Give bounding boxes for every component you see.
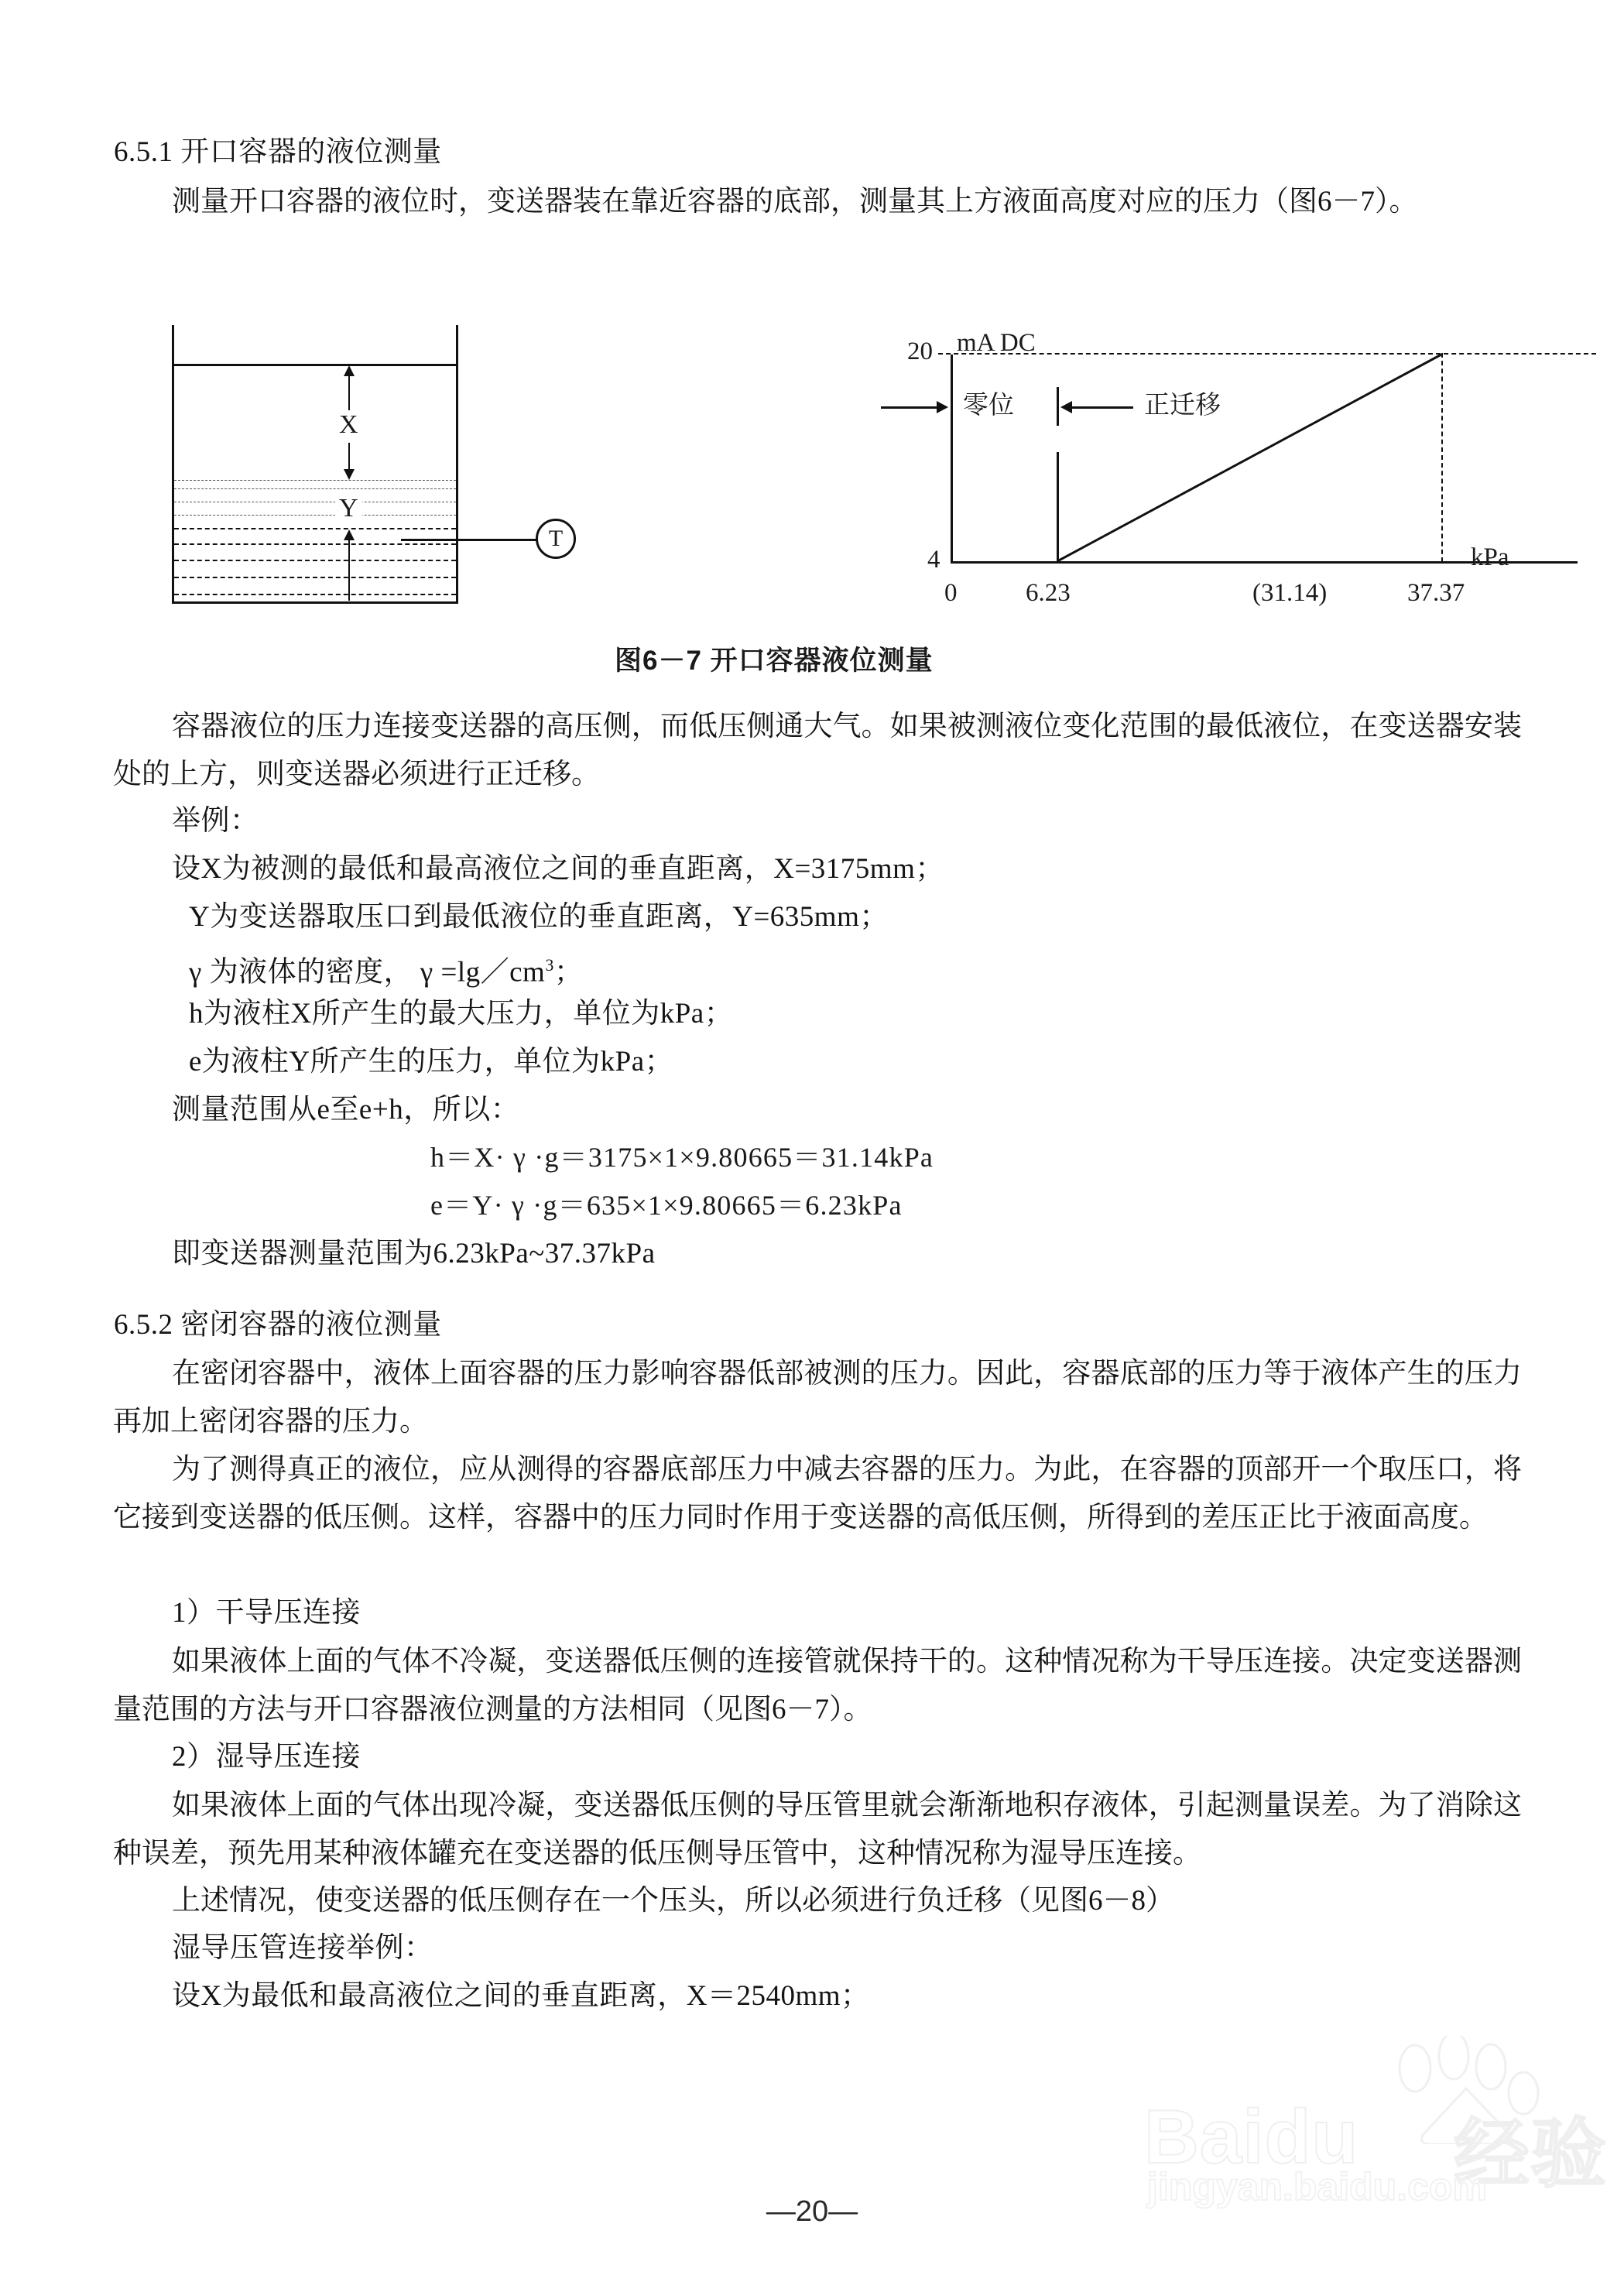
section-652-paragraph-5: 上述情况，使变送器的低压侧存在一个压头，所以必须进行负迁移（见图6－8） — [172, 1885, 1174, 1917]
tank-label-y: Y — [335, 494, 362, 523]
tank-schematic — [172, 325, 667, 604]
list-item-wet-leg: 2）湿导压连接 — [172, 1741, 361, 1773]
annotation-positive-elevation: 正迁移 — [1144, 392, 1221, 420]
impulse-line — [401, 539, 540, 541]
formula-e: e＝Y· γ ·g＝635×1×9.80665＝6.23kPa — [430, 1190, 903, 1221]
figure-caption: 图6－7 开口容器液位测量 — [615, 646, 934, 676]
x-dim-line-lower — [348, 443, 350, 471]
y-dim-line — [348, 540, 350, 601]
watermark-brand: Baidu — [1144, 2094, 1359, 2179]
tank-max-level-line — [172, 364, 458, 366]
y-arrow-up — [344, 529, 355, 540]
definition-gamma-tail: ； — [553, 956, 584, 989]
measuring-range-lead: 测量范围从e至e+h，所以： — [172, 1094, 520, 1126]
watermark-brand-cn: 经验 — [1454, 2111, 1608, 2196]
transmitter-symbol: T — [536, 519, 576, 559]
section-651-paragraph-2: 容器液位的压力连接变送器的高压侧，而低压侧通大气。如果被测液位变化范围的最低液位，在变送器安装处的上方，则变送器必须进行正迁移。 — [113, 711, 1522, 790]
x-dim-line-upper — [348, 372, 350, 412]
section-heading-651: 6.5.1 开口容器的液位测量 — [114, 136, 442, 168]
graph-x-tick-3737: 37.37 — [1407, 579, 1465, 607]
definition-e: e为液柱Y所产生的压力，单位为kPa； — [189, 1046, 674, 1078]
section-652-paragraph-3: 如果液体上面的气体不冷凝，变送器低压侧的连接管就保持干的。这种情况称为干导压连接。决定变送器测量范围的方法与开口容器液位测量的方法相同（见图6－7）。 — [113, 1646, 1522, 1725]
baidu-jingyan-watermark — [1144, 2028, 1608, 2214]
graph-y-tick-20: 20 — [907, 338, 933, 365]
example-label-651: 举例： — [172, 805, 259, 837]
graph-x-tick-3114: (31.14) — [1252, 579, 1328, 607]
page-number: —20— — [766, 2195, 858, 2228]
watermark-url: jingyan.baidu.com — [1147, 2165, 1487, 2208]
example-label-652: 湿导压管连接举例： — [172, 1932, 433, 1964]
graph-x-axis-unit: kPa — [1471, 543, 1509, 571]
section-651-paragraph-1: 测量开口容器的液位时，变送器装在靠近容器的底部，测量其上方液面高度对应的压力（图6－7）。 — [172, 186, 1418, 218]
graph-response-line — [859, 310, 1502, 619]
baidu-paw-icon — [1367, 2036, 1545, 2144]
definition-gamma-text: γ 为液体的密度， γ =lg／cm — [189, 956, 546, 989]
annotation-zero-point: 零位 — [963, 392, 1014, 420]
definition-x-wet-leg: 设X为最低和最高液位之间的垂直距离，X＝2540mm； — [172, 1980, 870, 2012]
section-heading-652: 6.5.2 密闭容器的液位测量 — [114, 1309, 442, 1341]
graph-y-axis-title: mA DC — [957, 329, 1036, 357]
formula-h: h＝X· γ ·g＝3175×1×9.80665＝31.14kPa — [430, 1142, 934, 1173]
section-652-paragraph-1: 在密闭容器中，液体上面容器的压力影响容器低部被测的压力。因此，容器底部的压力等于液体产生的压力再加上密闭容器的压力。 — [113, 1358, 1522, 1437]
x-arrow-down — [344, 469, 355, 480]
definition-y: Y为变送器取压口到最低液位的垂直距离，Y=635mm； — [189, 901, 889, 933]
output-characteristic-graph — [859, 310, 1509, 619]
definition-x: 设X为被测的最低和最高液位之间的垂直距离，X=3175mm； — [172, 853, 944, 885]
list-item-dry-leg: 1）干导压连接 — [172, 1597, 361, 1629]
graph-x-tick-623: 6.23 — [1026, 579, 1071, 607]
section-652-paragraph-4: 如果液体上面的气体出现冷凝，变送器低压侧的导压管里就会渐渐地积存液体，引起测量误差。为了消除这种误差，预先用某种液体罐充在变送器的低压侧导压管中，这种情况称为湿导压连接。 — [113, 1790, 1522, 1869]
definition-gamma — [189, 942, 583, 995]
graph-x-tick-0: 0 — [944, 579, 958, 607]
definition-h: h为液柱X所产生的最大压力，单位为kPa； — [189, 998, 734, 1030]
graph-y-tick-4: 4 — [927, 546, 940, 574]
definition-gamma-exponent: 3 — [545, 955, 554, 975]
section-652-paragraph-2: 为了测得真正的液位，应从测得的容器底部压力中减去容器的压力。为此，在容器的顶部开一个取压口，将它接到变送器的低压侧。这样，容器中的压力同时作用于变送器的高低压侧，所得到的差压正比于液面高度。 — [113, 1454, 1522, 1533]
measuring-range-result: 即变送器测量范围为6.23kPa~37.37kPa — [172, 1238, 656, 1269]
tank-label-x: X — [335, 410, 362, 440]
